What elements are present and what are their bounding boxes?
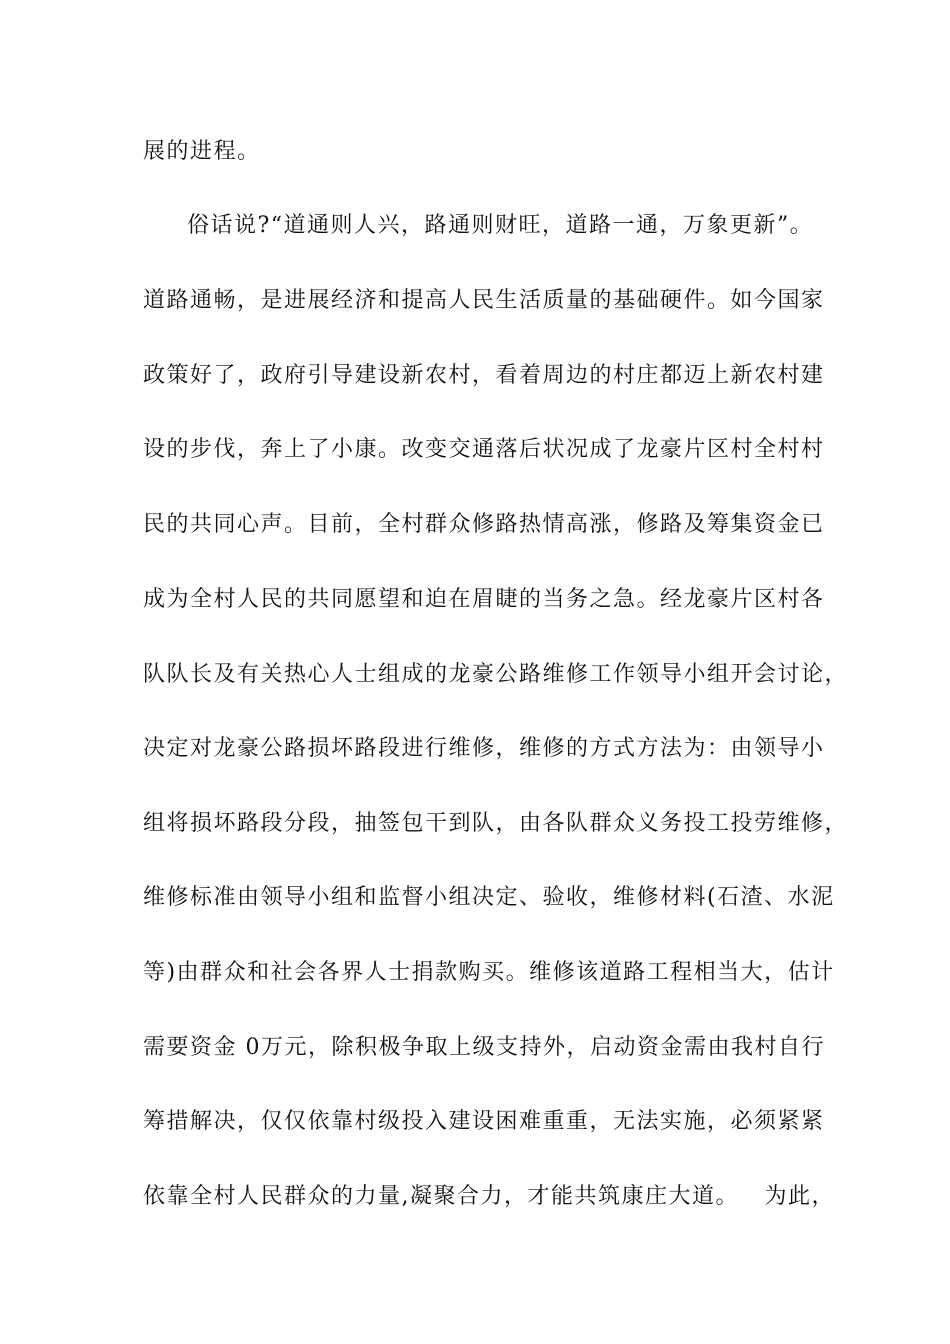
text-line-6: 民的共同心声。目前，全村群众修路热情高涨，修路及筹集资金已 xyxy=(143,512,825,537)
text-line-7: 成为全村人民的共同愿望和迫在眉睫的当务之急。经龙豪片区村各 xyxy=(143,587,825,612)
text-line-1: 展的进程。 xyxy=(143,139,261,164)
text-line-10: 组将损坏路段分段，抽签包干到队，由各队群众义务投工投劳维修， xyxy=(143,811,849,836)
text-line-5: 设的步伐，奔上了小康。改变交通落后状况成了龙豪片区村全村村 xyxy=(143,437,825,462)
text-line-13: 需要资金 0万元，除积极争取上级支持外，启动资金需由我村自行 xyxy=(143,1035,825,1060)
text-line-14: 筹措解决，仅仅依靠村级投入建设困难重重，无法实施，必须紧紧 xyxy=(143,1109,825,1134)
text-line-4: 政策好了，政府引导建设新农村，看着周边的村庄都迈上新农村建 xyxy=(143,363,825,388)
text-line-8: 队队长及有关热心人士组成的龙豪公路维修工作领导小组开会讨论， xyxy=(143,662,849,687)
text-line-12: 等)由群众和社会各界人士捐款购买。维修该道路工程相当大，估计 xyxy=(143,960,835,985)
text-line-15: 依靠全村人民群众的力量,凝聚合力，才能共筑康庄大道。 为此， xyxy=(143,1184,835,1209)
text-line-3: 道路通畅，是进展经济和提高人民生活质量的基础硬件。如今国家 xyxy=(143,288,825,313)
text-line-2: 俗话说?“道通则人兴，路通则财旺，道路一通，万象更新”。 xyxy=(187,213,814,238)
text-line-11: 维修标准由领导小组和监督小组决定、验收，维修材料(石渣、水泥 xyxy=(143,885,835,910)
text-line-9: 决定对龙豪公路损坏路段进行维修，维修的方式方法为：由领导小 xyxy=(143,736,825,761)
